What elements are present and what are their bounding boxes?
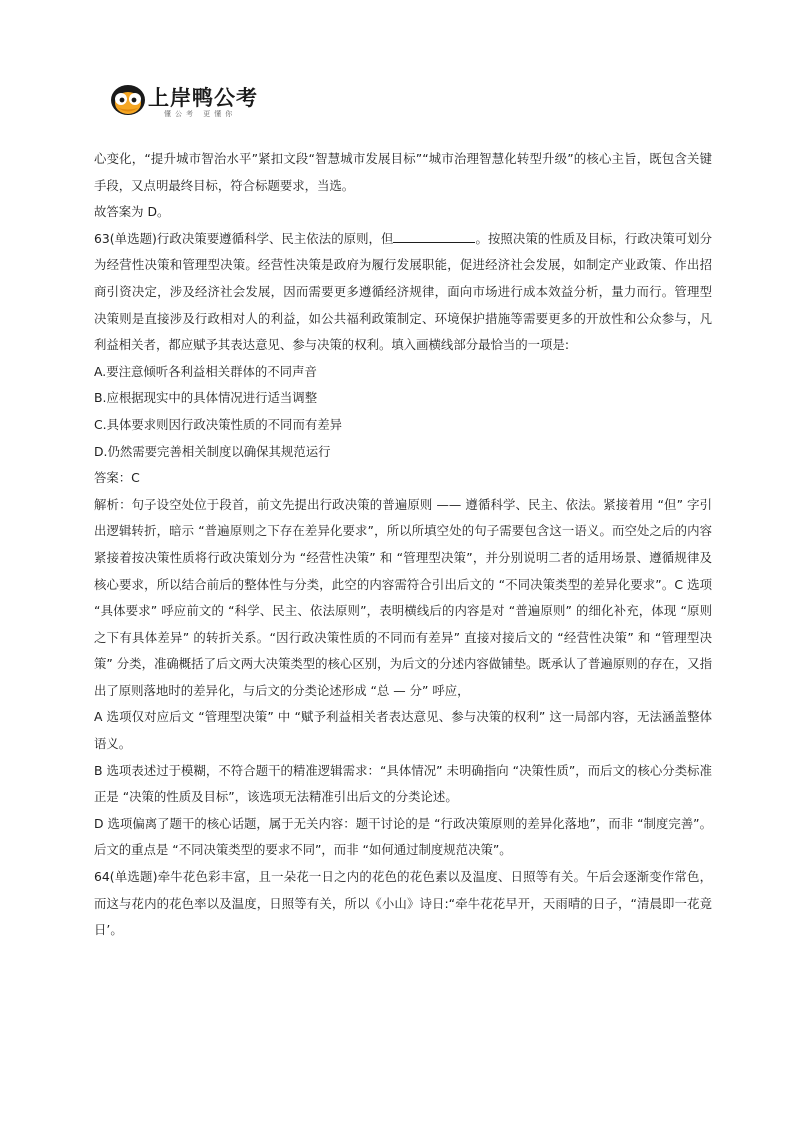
question-type: (单选题) (109, 869, 158, 885)
fill-blank (393, 230, 475, 243)
option-b: B.应根据现实中的具体情况进行适当调整 (94, 390, 318, 406)
logo-subtitle: 懂公考 更懂你 (164, 110, 237, 118)
option-c: C.具体要求则因行政决策性质的不同而有差异 (94, 416, 343, 432)
question-stem-before: 行政决策要遵循科学、民主依法的原则，但 (156, 230, 394, 246)
analysis-option-a: A 选项仅对应后文 “管理型决策” 中 “赋予利益相关者表达意见、参与决策的权利” 这一局部内容，无法涵盖整体语义。 (94, 709, 712, 752)
logo-text: 上岸鸭公考 (148, 86, 258, 110)
option-d: D.仍然需要完善相关制度以确保其规范运行 (94, 443, 331, 459)
analysis-option-d: D 选项偏离了题干的核心话题，属于无关内容：题干讨论的是 “行政决策原则的差异化落地”，而非 “制度完善”。后文的重点是 “不同决策类型的要求不同”，而非 “如何通过制度规范决策”。 (94, 815, 712, 858)
question-stem-after: 。按照决策的性质及目标，行政决策可划分为经营性决策和管理型决策。经营性决策是政府为履行发展职能，促进经济社会发展，如制定产业政策、作出招商引资决定，涉及经济社会发展，因而需要更多遵循经济规律，面向市场进行成本效益分析，量力而行。管理型决策则是直接涉及行政相对人的利益，如公共福利政策制定、环境保护措施等需要更多的开放性和公众参与，凡利益相关者，都应赋予其表达意见、参与决策的权利。填入画横线部分最恰当的一项是: (94, 230, 713, 353)
document-body (94, 146, 712, 944)
option-a: A.要注意倾听各利益相关群体的不同声音 (94, 363, 317, 379)
answer-62: 故答案为 D。 (94, 204, 170, 220)
analysis-option-b: B 选项表述过于模糊，不符合题干的精准逻辑需求：“具体情况” 未明确指向 “决策性质”，而后文的核心分类标准正是 “决策的性质及目标”，该选项无法精准引出后文的分类论述。 (94, 762, 712, 805)
question-number: 63 (94, 230, 110, 246)
question-number: 64 (94, 869, 110, 885)
question-63 (94, 226, 712, 359)
duck-logo-icon (108, 78, 152, 118)
analysis-main: 解析：句子设空处位于段首，前文先提出行政决策的普遍原则 —— 遵循科学、民主、依法。紧接着用 “但” 字引出逻辑转折，暗示 “普遍原则之下存在差异化要求”，所以所填空处的句子需要包含这一语义。而空处之后的内容紧接着按决策性质将行政决策划分为 “经营性决策” 和 “管理型决策”，并分别说明二者的适用场景、遵循规律及核心要求，所以结合前后的整体性与分类，此空的内容需符合引出后文的 “不同决策类型的差异化要求”。C 选项 “具体要求” 呼应前文的 “科学、民主、依法原则”，表明横线后的内容是对 “普遍原则” 的细化补充，体现 “原则之下有具体差异” 的转折关系。“因行政决策性质的不同而有差异” 直接对接后文的 “经营性决策” 和 “管理型决策” 分类，准确概括了后文两大决策类型的核心区别，为后文的分述内容做铺垫。既承认了普遍原则的存在，又指出了原则落地时的差异化，与后文的分类论述形成 “总 — 分” 呼应， (94, 496, 712, 698)
question-type: (单选题) (109, 230, 157, 246)
paragraph-continued: 心变化，“提升城市智治水平”紧扣文段“智慧城市发展目标”“城市治理智慧化转型升级”的核心主旨，既包含关键手段，又点明最终目标，符合标题要求，当选。 (94, 151, 712, 193)
question-stem: 牵牛花色彩丰富，且一朵花一日之内的花色的花色素以及温度、日照等有关。午后会逐渐变作常色，而这与花内的花色率以及温度，日照等有关，所以《小山》诗日:“牵牛花花早开，天雨晴的日子，“清晨即一花竟日’。 (94, 869, 713, 938)
question-64 (94, 864, 712, 944)
answer-63: 答案：C (94, 470, 140, 486)
